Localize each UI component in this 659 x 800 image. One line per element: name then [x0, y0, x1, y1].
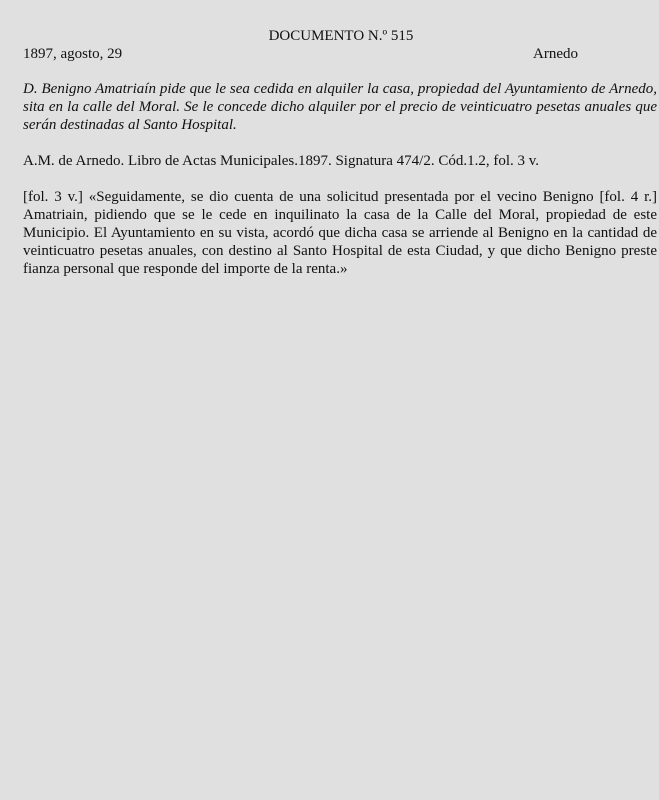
document-place: Arnedo	[533, 46, 578, 62]
document-date: 1897, agosto, 29	[23, 46, 123, 62]
document-title: DOCUMENTO N.º 515	[268, 28, 414, 44]
document-summary: D. Benigno Amatriaín pide que le sea cedida en alquiler la casa, propiedad del Ayuntamiento de Arnedo, sita en la calle del Moral. Se le concede dicho alquiler por el precio de veinticuatro pesetas anuales que serán destinadas al Santo Hospital.	[23, 81, 657, 133]
archival-source: A.M. de Arnedo. Libro de Actas Municipales.1897. Signatura 474/2. Cód.1.2, fol. 3 v.	[23, 153, 540, 169]
document-transcription: [fol. 3 v.] «Seguidamente, se dio cuenta de una solicitud presentada por el vecino Benigno [fol. 4 r.] Amatriain, pidiendo que se le cede en inquilinato la casa de la Calle del Moral, propiedad de este Municipio. El Ayuntamiento en su vista, acordó que dicha casa se arriende al Benigno en la cantidad de veinticuatro pesetas anuales, con destino al Santo Hospital de esta Ciudad, y que dicho Benigno preste fianza personal que responde del importe de la renta.»	[23, 189, 657, 277]
date-place-line	[23, 45, 578, 63]
